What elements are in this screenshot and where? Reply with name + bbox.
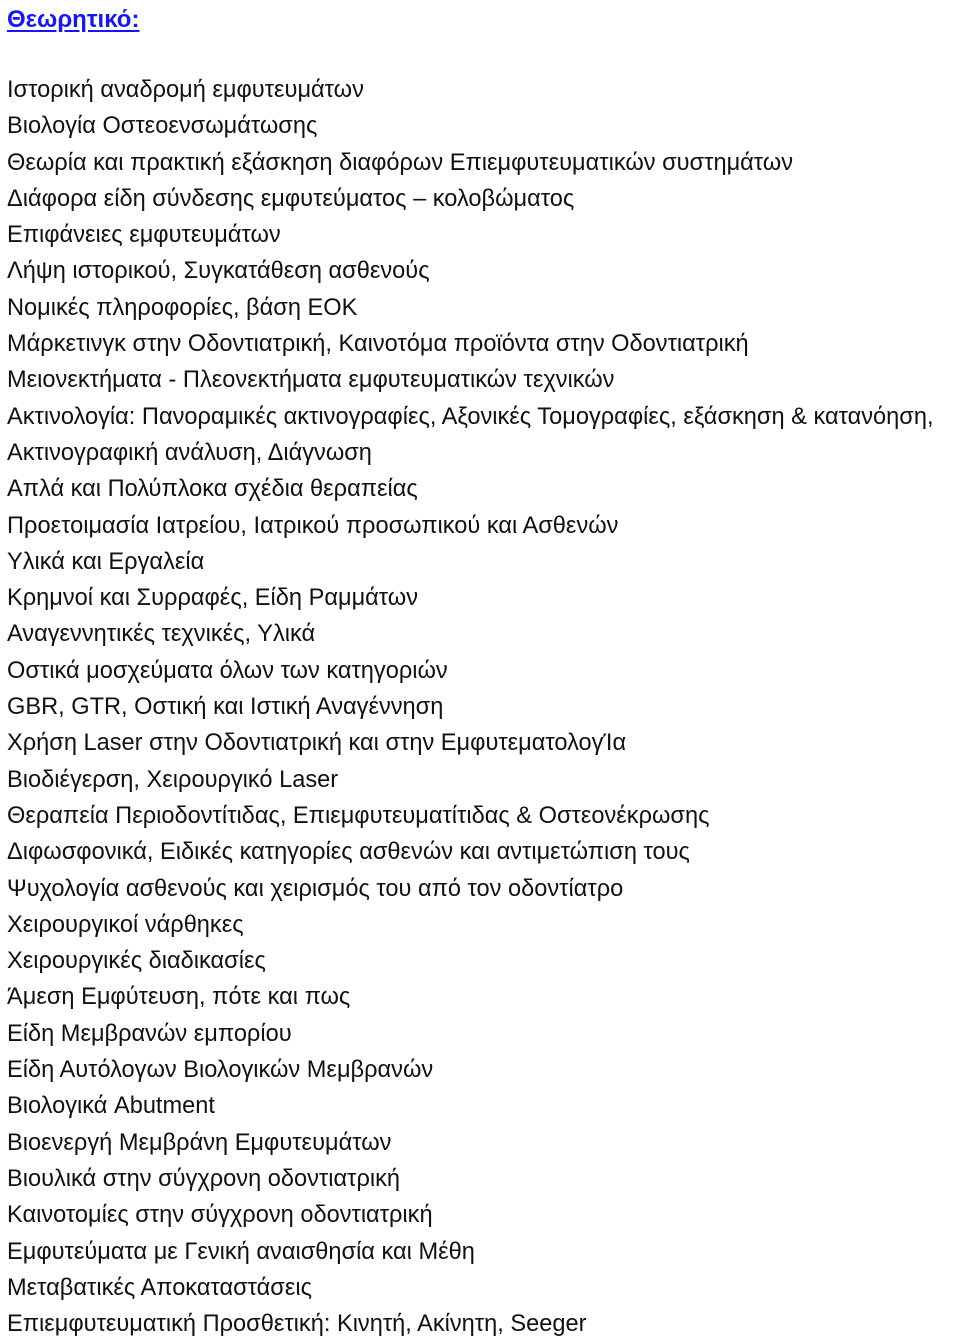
topic-item: Είδη Μεμβρανών εμπορίου — [7, 1020, 292, 1047]
topic-item: Ιστορική αναδρομή εμφυτευμάτων — [7, 77, 364, 103]
topic-item: GBR, GTR, Οστική και Ιστική Αναγέννηση — [7, 694, 444, 721]
topic-item: Αναγεννητικές τεχνικές, Υλικά — [7, 621, 316, 648]
topic-item: Μάρκετινγκ στην Οδοντιατρική, Καινοτόμα προϊόντα στην Οδοντιατρική — [7, 331, 749, 358]
topic-item: Υλικά και Εργαλεία — [7, 548, 205, 575]
topic-item: Εμφυτεύματα με Γενική αναισθησία και Μέθη — [7, 1238, 475, 1265]
topic-item: Διφωσφονικά, Ειδικές κατηγορίες ασθενών και αντιμετώπιση τους — [7, 839, 690, 866]
topic-item: Επιεμφυτευματική Προσθετική: Κινητή, Ακίνητη, Seeger — [7, 1311, 587, 1338]
topic-item: Προετοιμασία Ιατρείου, Ιατρικού προσωπικού και Ασθενών — [7, 512, 619, 539]
topic-item: Μεταβατικές Αποκαταστάσεις — [7, 1274, 312, 1301]
topic-list — [7, 72, 960, 1342]
topic-item: Θεραπεία Περιοδοντίτιδας, Επιεμφυτευματίτιδας & Οστεονέκρωσης — [7, 802, 710, 829]
topic-item: Βιολογικά Abutment — [7, 1093, 215, 1120]
topic-item: Λήψη ιστορικού, Συγκατάθεση ασθενούς — [7, 258, 430, 285]
topic-item: Μειονεκτήματα - Πλεονεκτήματα εμφυτευματικών τεχνικών — [7, 367, 615, 394]
topic-item: Ακτινολογία: Πανοραμικές ακτινογραφίες, Αξονικές Τομογραφίες, εξάσκηση & κατανόηση, Ακτινογραφική ανάλυση, Διάγνωση — [7, 403, 934, 466]
topic-item: Είδη Αυτόλογων Βιολογικών Μεμβρανών — [7, 1057, 434, 1084]
topic-item: Ψυχολογία ασθενούς και χειρισμός του από τον οδοντίατρο — [7, 875, 624, 902]
topic-item: Βιουλικά στην σύγχρονη οδοντιατρική — [7, 1165, 401, 1192]
topic-item: Βιοδιέγερση, Χειρουργικό Laser — [7, 766, 339, 793]
topic-item: Βιοενεργή Μεμβράνη Εμφυτευμάτων — [7, 1129, 392, 1156]
topic-item: Χειρουργικές διαδικασίες — [7, 948, 266, 975]
topic-item: Διάφορα είδη σύνδεσης εμφυτεύματος – κολοβώματος — [7, 185, 575, 212]
topic-item: Χρήση Laser στην Οδοντιατρική και στην ΕμφυτεματολογΊα — [7, 730, 627, 757]
topic-item: Άμεση Εμφύτευση, πότε και πως — [7, 984, 351, 1011]
topic-item: Απλά και Πολύπλοκα σχέδια θεραπείας — [7, 476, 418, 503]
topic-item: Βιολογία Οστεοενσωμάτωσης — [7, 113, 318, 140]
topic-item: Οστικά μοσχεύματα όλων των κατηγοριών — [7, 657, 448, 684]
topic-item: Χειρουργικοί νάρθηκες — [7, 911, 244, 938]
topic-item: Νομικές πληροφορίες, βάση ΕΟΚ — [7, 294, 358, 321]
topic-item: Καινοτομίες στην σύγχρονη οδοντιατρική — [7, 1202, 433, 1229]
section-heading: Θεωρητικό: — [7, 6, 140, 33]
topic-item: Επιφάνειες εμφυτευμάτων — [7, 222, 281, 249]
topic-item: Θεωρία και πρακτική εξάσκηση διαφόρων Επιεμφυτευματικών συστημάτων — [7, 149, 794, 176]
topic-item: Κρημνοί και Συρραφές, Είδη Ραμμάτων — [7, 585, 419, 612]
